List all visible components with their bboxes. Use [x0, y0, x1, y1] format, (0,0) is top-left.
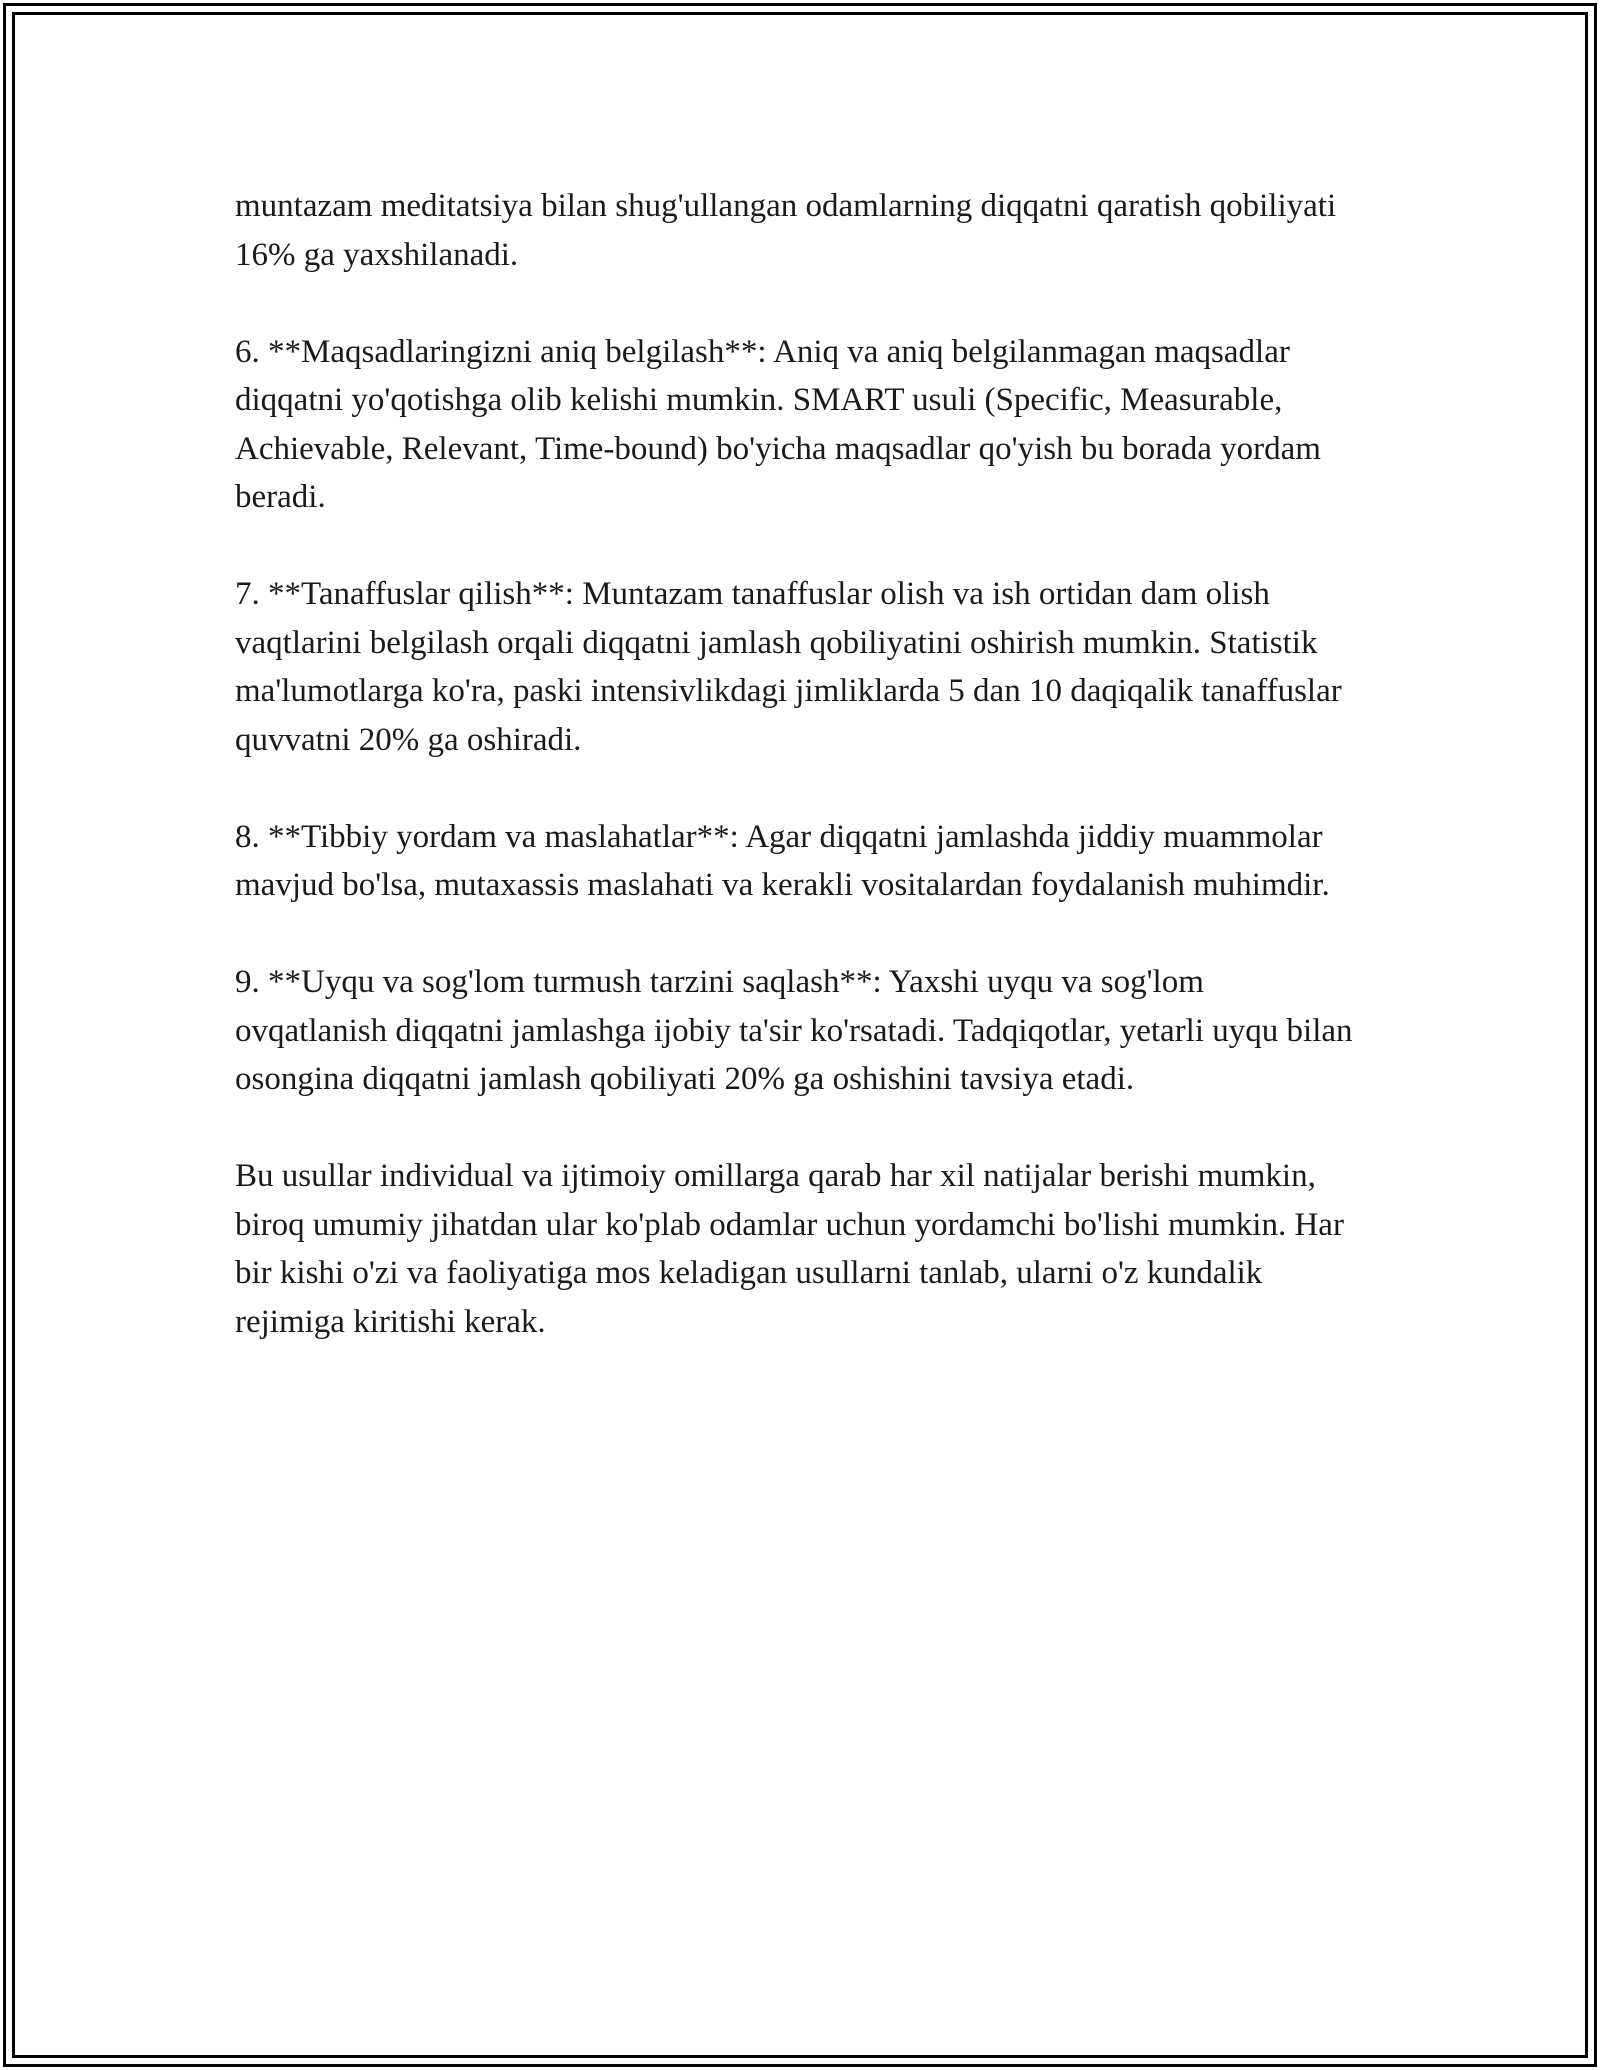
- paragraph-item-6-goals: 6. **Maqsadlaringizni aniq belgilash**: Aniq va aniq belgilanmagan maqsadlar diqqatni yo'qotishga olib kelishi mumkin. SMART usuli (Specific, Measurable, Achievable, Relevant, Time-bound) bo'yicha maqsadlar qo'yish bu borada yordam beradi.: [235, 333, 1321, 515]
- paragraph-item-7-breaks: 7. **Tanaffuslar qilish**: Muntazam tanaffuslar olish va ish ortidan dam olish vaqtlarini belgilash orqali diqqatni jamlash qobiliyatini oshirish mumkin. Statistik ma'lumotlarga ko'ra, paski intensivlikdagi jimliklarda 5 dan 10 daqiqalik tanaffuslar quvvatni 20% ga oshiradi.: [235, 576, 1342, 758]
- document-body: [235, 182, 1355, 1395]
- paragraph-meditation-continuation: muntazam meditatsiya bilan shug'ullangan odamlarning diqqatni qaratish qobiliyati 16% ga yaxshilanadi.: [235, 188, 1337, 273]
- paragraph-conclusion: Bu usullar individual va ijtimoiy omillarga qarab har xil natijalar berishi mumkin, biroq umumiy jihatdan ular ko'plab odamlar uchun yordamchi bo'lishi mumkin. Har bir kishi o'zi va faoliyatiga mos keladigan usullarni tanlab, ularni o'z kundalik rejimiga kiritishi kerak.: [235, 1158, 1344, 1340]
- paragraph-item-9-sleep-lifestyle: 9. **Uyqu va sog'lom turmush tarzini saqlash**: Yaxshi uyqu va sog'lom ovqatlanish diqqatni jamlashga ijobiy ta'sir ko'rsatadi. Tadqiqotlar, yetarli uyqu bilan osongina diqqatni jamlash qobiliyati 20% ga oshishini tavsiya etadi.: [235, 964, 1353, 1097]
- paragraph-item-8-medical-help: 8. **Tibbiy yordam va maslahatlar**: Agar diqqatni jamlashda jiddiy muammolar mavjud bo'lsa, mutaxassis maslahati va kerakli vositalardan foydalanish muhimdir.: [235, 818, 1330, 903]
